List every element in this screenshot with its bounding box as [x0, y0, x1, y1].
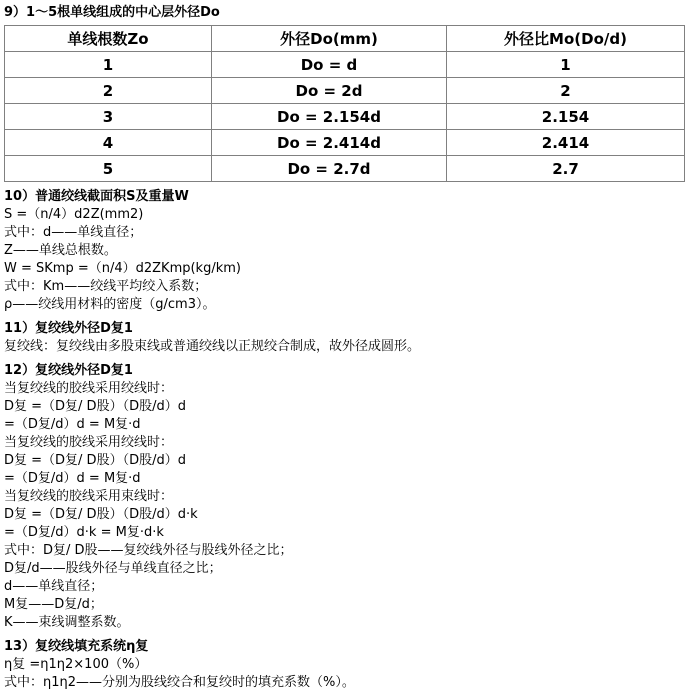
- cell-outer-diameter: Do = d: [212, 52, 447, 78]
- section13-line-2: 式中：η1η2——分别为股线绞合和复绞时的填充系数（%）。: [4, 675, 355, 690]
- table-row: [5, 130, 685, 156]
- cell-strand-count: 4: [5, 130, 212, 156]
- cell-diameter-ratio: 2.154: [447, 104, 685, 130]
- section12-group2-line-2: =（D复/d）d = M复·d: [4, 471, 141, 486]
- section12-group2-line-1: D复 =（D复/ D股）（D股/d）d: [4, 453, 186, 468]
- section12-group1-line-1: D复 =（D复/ D股）（D股/d）d: [4, 399, 186, 414]
- cell-diameter-ratio: 2: [447, 78, 685, 104]
- section12-note-4: M复——D复/d；: [4, 597, 103, 612]
- section10-line-3: Z——单线总根数。: [4, 243, 117, 258]
- section10-line-2: 式中：d——单线直径；: [4, 225, 143, 240]
- table-row: [5, 156, 685, 182]
- table-header-row: [5, 26, 685, 52]
- cell-diameter-ratio: 2.414: [447, 130, 685, 156]
- section12-heading: 12）复绞线外径D复1: [4, 363, 133, 378]
- section12-group3-line-1: D复 =（D复/ D股）（D股/d）d·k: [4, 507, 198, 522]
- table-row: [5, 78, 685, 104]
- section10-line-1: S =（n/4）d2Z(mm2): [4, 207, 144, 222]
- column-header-diameter-ratio: 外径比Mo(Do/d): [447, 26, 685, 52]
- column-header-strand-count: 单线根数Zo: [5, 26, 212, 52]
- section12-note-3: d——单线直径；: [4, 579, 104, 594]
- section13: [4, 638, 685, 692]
- section12-group3-title: 当复绞线的胶线采用束线时：: [4, 489, 174, 504]
- document-page: [0, 5, 685, 690]
- section11: [4, 320, 685, 356]
- cell-diameter-ratio: 1: [447, 52, 685, 78]
- section11-heading: 11）复绞线外径D复1: [4, 321, 133, 336]
- cell-outer-diameter: Do = 2.7d: [212, 156, 447, 182]
- section12-group3-line-2: =（D复/d）d·k = M复·d·k: [4, 525, 164, 540]
- cell-strand-count: 2: [5, 78, 212, 104]
- table-row: [5, 104, 685, 130]
- section12-group1-title: 当复绞线的胶线采用绞线时：: [4, 381, 174, 396]
- section10-heading: 10）普通绞线截面积S及重量W: [4, 189, 189, 204]
- section10: [4, 188, 685, 314]
- section10-line-5: 式中：Km——绞线平均绞入系数；: [4, 279, 208, 294]
- cell-diameter-ratio: 2.7: [447, 156, 685, 182]
- core-diameter-table: [4, 25, 685, 182]
- cell-outer-diameter: Do = 2.154d: [212, 104, 447, 130]
- table-row: [5, 52, 685, 78]
- cell-strand-count: 1: [5, 52, 212, 78]
- cell-outer-diameter: Do = 2d: [212, 78, 447, 104]
- section12-note-5: K——束线调整系数。: [4, 615, 130, 630]
- cell-outer-diameter: Do = 2.414d: [212, 130, 447, 156]
- section12-group2-title: 当复绞线的胶线采用绞线时：: [4, 435, 174, 450]
- section9-heading: 9）1～5根单线组成的中心层外径Do: [4, 5, 220, 20]
- section13-heading: 13）复绞线填充系统η复: [4, 639, 149, 654]
- section12-group1-line-2: =（D复/d）d = M复·d: [4, 417, 141, 432]
- column-header-outer-diameter: 外径Do(mm): [212, 26, 447, 52]
- section13-line-1: η复 =η1η2×100（%）: [4, 657, 148, 672]
- section12: [4, 362, 685, 632]
- section11-line-1: 复绞线：复绞线由多股束线或普通绞线以正规绞合制成，故外径成圆形。: [4, 339, 421, 354]
- section12-note-1: 式中：D复/ D股——复绞线外径与股线外径之比；: [4, 543, 293, 558]
- cell-strand-count: 3: [5, 104, 212, 130]
- section10-line-6: ρ——绞线用材料的密度（g/cm3）。: [4, 297, 216, 312]
- section10-line-4: W = SKmp =（n/4）d2ZKmp(kg/km): [4, 261, 241, 276]
- section12-note-2: D复/d——股线外径与单线直径之比；: [4, 561, 222, 576]
- cell-strand-count: 5: [5, 156, 212, 182]
